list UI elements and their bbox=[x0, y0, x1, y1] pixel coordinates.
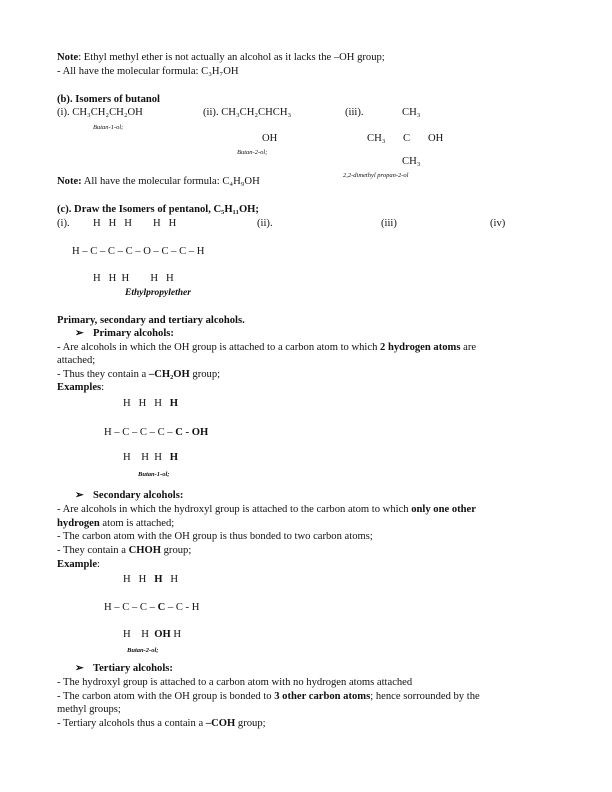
text: - They contain a bbox=[57, 545, 129, 556]
heading-text: Tertiary alcohols: bbox=[93, 663, 173, 674]
primary-struct-bottom bbox=[123, 452, 178, 464]
heading-text: Primary alcohols: bbox=[93, 328, 174, 339]
bold-text: H bbox=[154, 574, 163, 585]
text: group; bbox=[235, 718, 266, 729]
pentanol-iii: (iii) bbox=[381, 218, 397, 229]
butanol-i-name: Butan-1-ol; bbox=[93, 124, 124, 131]
primary-struct-mid bbox=[104, 427, 208, 439]
secondary-line-4 bbox=[57, 545, 191, 557]
bullet-arrow-icon: ➢ bbox=[75, 663, 84, 674]
butanol-iii-top: CH₃ bbox=[402, 107, 421, 118]
examples-label bbox=[57, 382, 104, 394]
bold-text: –CH₂OH bbox=[148, 369, 190, 380]
text: : bbox=[97, 559, 100, 570]
bold-text: CHOH bbox=[128, 545, 161, 556]
primary-struct-top bbox=[123, 398, 178, 410]
butanol-iii-left: CH₃ bbox=[367, 133, 386, 144]
text: - Tertiary alcohols thus a contain a bbox=[57, 718, 206, 729]
text: H bbox=[162, 574, 179, 585]
pentanol-i-bottom: H H H H H bbox=[93, 273, 174, 284]
bold-text: 2 hydrogen atoms bbox=[380, 342, 461, 353]
pentanol-i: (i). bbox=[57, 218, 70, 229]
primary-struct-name: Butan-1-ol; bbox=[138, 471, 170, 478]
note-ether bbox=[57, 52, 385, 64]
secondary-line-2 bbox=[57, 518, 174, 530]
note-label: Note bbox=[57, 52, 79, 63]
formula-propanol: - All have the molecular formula: C₃H₇OH bbox=[57, 66, 239, 77]
pentanol-i-name: Ethylpropylether bbox=[125, 288, 191, 298]
tertiary-line-2 bbox=[57, 691, 480, 703]
bold-text: C bbox=[157, 602, 166, 613]
butanol-i: (i). CH₃CH₂CH₂OH bbox=[57, 107, 143, 118]
secondary-struct-top bbox=[123, 574, 178, 586]
bold-text: –COH bbox=[205, 718, 236, 729]
text: - Are alcohols in which the hydroxyl group is attached to the carbon atom to which bbox=[57, 504, 412, 515]
text: H – C – C – C – bbox=[104, 427, 176, 438]
bold-text: only one other bbox=[411, 504, 476, 515]
text: group; bbox=[160, 545, 192, 556]
heading-primary bbox=[75, 328, 174, 340]
tertiary-line-3: methyl groups; bbox=[57, 704, 121, 715]
bold-text: hydrogen bbox=[57, 518, 100, 529]
text: H H bbox=[123, 574, 155, 585]
text: – C - H bbox=[165, 602, 200, 613]
bold-text: C - OH bbox=[175, 427, 209, 438]
primary-line-3 bbox=[57, 369, 220, 381]
text: H H H bbox=[123, 398, 170, 409]
butanol-iii-oh: OH bbox=[428, 133, 444, 144]
example-label bbox=[57, 559, 100, 571]
pentanol-i-top: H H H H H bbox=[93, 218, 177, 229]
bold-text: Examples bbox=[57, 382, 102, 393]
butanol-iii-name: 2,2-dimethyl propan-2-ol bbox=[343, 172, 409, 179]
text: group; bbox=[189, 369, 221, 380]
secondary-struct-name: Butan-2-ol; bbox=[127, 647, 159, 654]
heading-pentanol: (c). Draw the Isomers of pentanol, C₅H₁₁OH; bbox=[57, 204, 259, 215]
bold-text: Example bbox=[57, 559, 98, 570]
bold-text: OH bbox=[154, 629, 171, 640]
secondary-struct-bottom bbox=[123, 629, 181, 641]
tertiary-line-4 bbox=[57, 718, 266, 730]
text: ; hence sorrounded by the bbox=[370, 691, 480, 702]
text: atom is attached; bbox=[99, 518, 175, 529]
secondary-line-3: - The carbon atom with the OH group is thus bonded to two carbon atoms; bbox=[57, 531, 373, 542]
text: - The carbon atom with the OH group is bonded to bbox=[57, 691, 275, 702]
primary-line-1 bbox=[57, 342, 476, 354]
text: H – C – C – bbox=[104, 602, 158, 613]
primary-line-2: attached; bbox=[57, 355, 96, 366]
text: are bbox=[460, 342, 477, 353]
note-text: All have the molecular formula: C₄H₉OH bbox=[81, 176, 260, 187]
butanol-ii: (ii). CH₃CH₂CHCH₃ bbox=[203, 107, 292, 118]
pentanol-ii: (ii). bbox=[257, 218, 273, 229]
note-label: Note: bbox=[57, 176, 82, 187]
pentanol-i-mid: H – C – C – C – O – C – C – H bbox=[72, 246, 205, 257]
heading-alcohol-types: Primary, secondary and tertiary alcohols. bbox=[57, 315, 245, 326]
text: H H bbox=[123, 629, 155, 640]
butanol-iii-bottom: CH₃ bbox=[402, 156, 421, 167]
butanol-ii-name: Butan-2-ol; bbox=[237, 149, 268, 156]
bold-text: H bbox=[169, 398, 179, 409]
text: H bbox=[170, 629, 181, 640]
text: H H H bbox=[123, 452, 170, 463]
tertiary-line-1: - The hydroxyl group is attached to a carbon atom with no hydrogen atoms attached bbox=[57, 677, 413, 688]
pentanol-iv: (iv) bbox=[490, 218, 506, 229]
heading-tertiary bbox=[75, 663, 173, 675]
butanol-ii-oh: OH bbox=[262, 133, 278, 144]
text: - Are alcohols in which the OH group is attached to a carbon atom to which bbox=[57, 342, 381, 353]
butanol-iii-c: C bbox=[403, 133, 411, 144]
note-text: : Ethyl methyl ether is not actually an alcohol as it lacks the –OH group; bbox=[78, 52, 385, 63]
bullet-arrow-icon: ➢ bbox=[75, 328, 84, 339]
bold-text: H bbox=[169, 452, 179, 463]
secondary-line-1 bbox=[57, 504, 476, 516]
butanol-iii: (iii). bbox=[345, 107, 364, 118]
heading-butanol: (b). Isomers of butanol bbox=[57, 94, 160, 105]
heading-text: Secondary alcohols: bbox=[93, 490, 184, 501]
note-butanol bbox=[57, 176, 260, 188]
heading-secondary bbox=[75, 490, 183, 502]
secondary-struct-mid bbox=[104, 602, 199, 614]
text: : bbox=[101, 382, 105, 393]
bullet-arrow-icon: ➢ bbox=[75, 490, 84, 501]
text: - Thus they contain a bbox=[57, 369, 149, 380]
bold-text: 3 other carbon atoms bbox=[274, 691, 371, 702]
